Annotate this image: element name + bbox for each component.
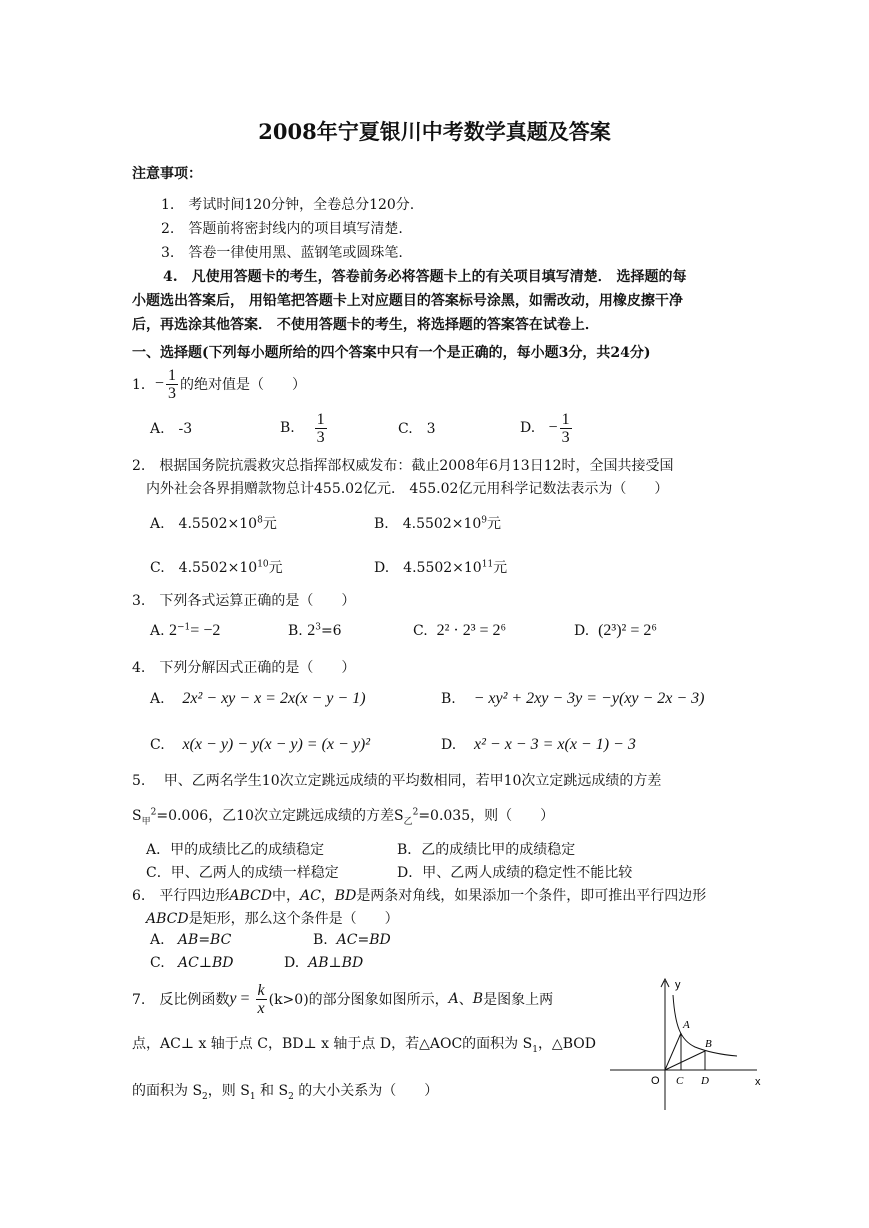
y-axis-label: y: [675, 979, 681, 991]
question-2-option-d: [374, 557, 507, 577]
point-a-label: A: [683, 1019, 690, 1031]
subscript: 甲: [141, 816, 151, 827]
question-5-line2: [132, 805, 554, 827]
question-text: 6. 平行四边形: [132, 888, 230, 904]
option-d: [520, 411, 574, 446]
question-7-line3: [132, 1080, 438, 1102]
option-label: A.: [150, 623, 165, 639]
fraction-numerator: k: [257, 981, 265, 999]
question-text: 的面积为 S: [132, 1083, 203, 1099]
subscript: 2: [202, 1091, 208, 1102]
variable: A: [448, 991, 459, 1007]
exponent: 10: [257, 559, 269, 570]
option-b-label: B.: [280, 420, 295, 436]
origin-label: O: [651, 1075, 660, 1087]
notice-item-2: 2. 答题前将密封线内的项目填写清楚.: [161, 221, 403, 237]
option-a: A. -3: [150, 421, 193, 437]
question-5-option-a: A．甲的成绩比乙的成绩稳定: [146, 842, 325, 858]
fraction: [560, 411, 572, 446]
hyperbola-figure: [605, 975, 770, 1115]
question-6-option-b: [313, 932, 391, 948]
fraction: [256, 982, 267, 1017]
question-text: 是矩形，那么这个条件是（ ）: [188, 911, 399, 927]
subscript: 2: [288, 1091, 294, 1102]
expression: 2x² − xy − x = 2x(x − y − 1): [182, 690, 366, 707]
segment-ob: [665, 1051, 705, 1070]
option-text: AC⊥BD: [178, 955, 234, 971]
variable: B: [472, 991, 484, 1007]
question-text: 点，AC⊥ x 轴于点 C，BD⊥ x 轴于点 D，若△AOC的面积为 S: [132, 1036, 533, 1052]
fraction-denominator: 3: [561, 428, 570, 446]
fraction: [166, 367, 178, 402]
equals-sign: =: [240, 990, 250, 1007]
option-text: C. 4.5502×10: [150, 560, 258, 576]
unit: 元: [262, 516, 277, 532]
unit: 元: [268, 560, 283, 576]
option-label: D.: [574, 623, 590, 639]
question-text: ，△BOD: [537, 1036, 596, 1052]
option-text: A. 4.5502×10: [150, 516, 258, 532]
notice-item-4-line3: 后，再选涂其他答案． 不使用答题卡的考生，将选择题的答案答在试卷上．: [132, 317, 599, 333]
expression: (2³)² = 2⁶: [598, 622, 657, 639]
variable: AC: [299, 888, 321, 904]
unit: 元: [493, 560, 508, 576]
question-3-option-c: [413, 622, 506, 640]
notice-item-4-line1: 4. 凡使用答题卡的考生，答卷前务必将答题卡上的有关项目填写清楚． 选择题的每: [163, 269, 687, 285]
option-label: C.: [150, 737, 165, 753]
minus-sign: −: [548, 419, 558, 436]
option-label: D.: [441, 737, 457, 753]
exponent: 9: [481, 515, 488, 526]
question-2-option-c: [150, 557, 283, 577]
question-text: 是两条对角线，如果添加一个条件，即可推出平行四边形: [356, 888, 707, 904]
option-label: A.: [150, 691, 165, 707]
fraction-denominator: x: [257, 999, 265, 1017]
expression: x² − x − 3 = x(x − 1) − 3: [474, 736, 636, 753]
question-4-stem: 4. 下列分解因式正确的是（ ）: [132, 660, 356, 676]
question-text: 是图象上两: [483, 992, 554, 1008]
question-2-option-b: [374, 513, 501, 533]
question-2-line2: 内外社会各界捐赠款物总计455.02亿元． 455.02亿元用科学记数法表示为（ ）: [146, 481, 669, 497]
exponent: 2: [150, 807, 157, 818]
x-axis-label: x: [755, 1076, 761, 1088]
question-text: (k>0)的部分图象如图所示，: [268, 992, 449, 1008]
section-heading: 一、选择题(下列每小题所给的四个答案中只有一个是正确的，每小题3分，共24分): [132, 345, 651, 361]
exponent: 3: [315, 622, 321, 633]
question-number: 1．: [132, 377, 155, 393]
segment-oa: [665, 1033, 681, 1070]
fraction-denominator: 3: [167, 384, 176, 402]
option-label: C.: [413, 623, 428, 639]
option-text: AB=BC: [177, 932, 232, 948]
expression: x(x − y) − y(x − y) = (x − y)²: [182, 736, 371, 753]
question-text: 中，: [271, 888, 300, 904]
fraction-numerator: 1: [316, 410, 325, 428]
question-text: 和 S: [255, 1083, 289, 1099]
exponent: −1: [177, 622, 191, 633]
expression: 2² · 2³ = 2⁶: [436, 622, 507, 639]
option-c: C. 3: [398, 421, 436, 437]
question-text: 、: [458, 992, 473, 1008]
subscript: 1: [249, 1091, 256, 1102]
question-5-option-b: B．乙的成绩比甲的成绩稳定: [397, 842, 576, 858]
question-3-option-d: [574, 622, 657, 640]
option-text: B. 4.5502×10: [374, 516, 482, 532]
question-4-option-b: [441, 690, 705, 708]
option-d-label: D.: [520, 420, 536, 436]
question-1-options: [150, 406, 610, 450]
minus-sign: −: [154, 375, 164, 392]
exponent: 8: [257, 515, 263, 526]
option-label: A.: [150, 932, 165, 948]
point-d-label: D: [701, 1075, 709, 1087]
fraction: [315, 411, 327, 446]
question-6-line1: [132, 885, 706, 905]
page-title: 2008年宁夏银川中考数学真题及答案: [258, 119, 611, 144]
question-3-option-a: [150, 622, 220, 640]
question-3-option-b: [288, 622, 342, 640]
question-text: =0.035，则（ ）: [418, 808, 555, 824]
notice-heading: 注意事项：: [132, 166, 202, 182]
exponent: 2: [412, 807, 419, 818]
option-b: [280, 411, 398, 446]
subscript: 1: [532, 1044, 538, 1055]
notice-item-3: 3. 答卷一律使用黑、蓝钢笔或圆珠笔.: [161, 245, 403, 261]
expression: =6: [320, 623, 342, 639]
question-6-option-d: [284, 955, 363, 971]
question-5-option-d: D．甲、乙两人成绩的稳定性不能比较: [397, 865, 633, 881]
option-label: B.: [288, 623, 303, 639]
fraction-denominator: 3: [316, 428, 325, 446]
variable: ABCD: [229, 888, 272, 904]
expression: = −2: [190, 622, 221, 639]
fraction-numerator: 1: [167, 366, 176, 384]
question-1-stem: [132, 364, 306, 404]
question-text: 的绝对值是（ ）: [179, 377, 306, 393]
expression: − xy² + 2xy − 3y = −y(xy − 2x − 3): [473, 690, 705, 707]
question-7-line2: [132, 1033, 596, 1055]
notice-item-1: 1. 考试时间120分钟，全卷总分120分.: [161, 197, 415, 213]
variable: ABCD: [146, 911, 189, 927]
variable: y: [229, 990, 237, 1007]
question-4-option-d: [441, 736, 636, 754]
question-7-line1: [132, 976, 553, 1022]
question-6-option-c: [150, 955, 234, 971]
question-6-option-a: [150, 932, 231, 948]
option-text: AB⊥BD: [308, 955, 364, 971]
subscript: 乙: [403, 816, 413, 827]
notice-item-4-line2: 小题选出答案后， 用铅笔把答题卡上对应题目的答案标号涂黑，如需改动，用橡皮擦干净: [132, 293, 683, 309]
question-text: ，则 S: [207, 1083, 250, 1099]
question-text: =0.006，乙10次立定跳远成绩的方差S: [156, 808, 404, 824]
question-text: 的大小关系为（ ）: [293, 1083, 439, 1099]
option-label: C.: [150, 955, 165, 971]
question-5-line1: 5. 甲、乙两名学生10次立定跳远成绩的平均数相同，若甲10次立定跳远成绩的方差: [132, 773, 662, 789]
base: 2: [169, 622, 178, 639]
question-6-line2: [146, 908, 399, 928]
option-label: B.: [313, 932, 328, 948]
fraction-numerator: 1: [561, 410, 570, 428]
question-text: ，: [320, 888, 335, 904]
option-label: B.: [441, 691, 456, 707]
variable: BD: [334, 888, 357, 904]
option-text: AC=BD: [336, 932, 391, 948]
unit: 元: [487, 516, 502, 532]
point-b-label: B: [705, 1038, 712, 1050]
question-4-option-a: [150, 690, 366, 708]
exponent: 11: [481, 559, 494, 570]
option-label: D.: [284, 955, 300, 971]
question-2-line1: 2. 根据国务院抗震救灾总指挥部权威发布：截止2008年6月13日12时，全国共接受国: [132, 458, 674, 474]
question-5-option-c: C．甲、乙两人的成绩一样稳定: [146, 865, 339, 881]
question-3-stem: 3. 下列各式运算正确的是（ ）: [132, 593, 356, 609]
option-text: D. 4.5502×10: [374, 560, 482, 576]
variance-symbol: S: [132, 808, 142, 824]
point-c-label: C: [676, 1075, 684, 1087]
question-text: 7. 反比例函数: [132, 992, 230, 1008]
question-2-option-a: [150, 513, 277, 533]
base: 2: [307, 622, 316, 639]
question-4-option-c: [150, 736, 370, 754]
